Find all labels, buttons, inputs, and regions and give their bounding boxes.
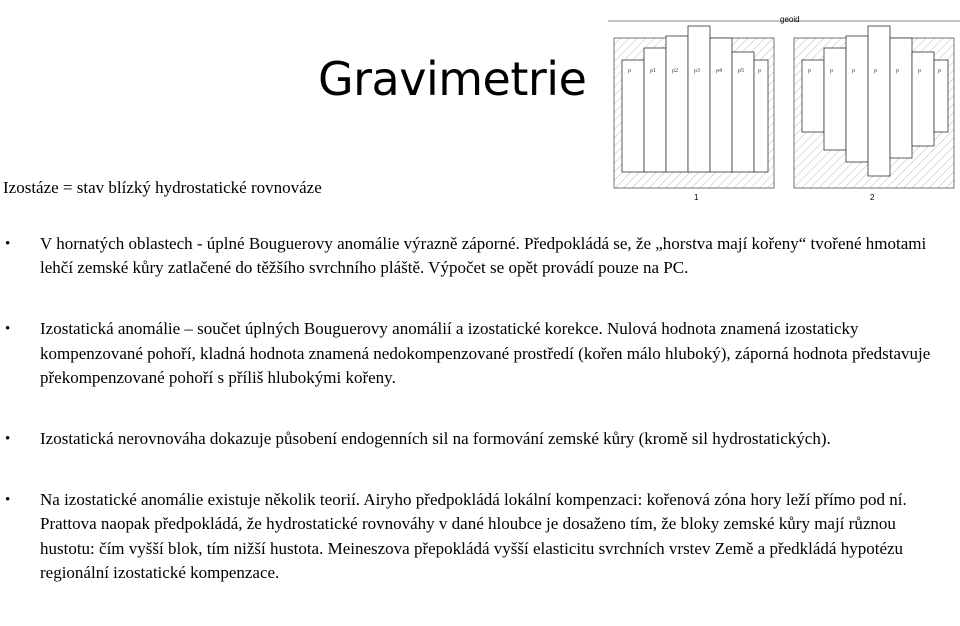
svg-text:ρ1: ρ1 bbox=[650, 68, 656, 74]
bullet-item bbox=[0, 427, 950, 451]
geoid-label: geoid bbox=[780, 15, 800, 24]
svg-text:ρ: ρ bbox=[830, 68, 833, 74]
slide-title: Gravimetrie bbox=[318, 52, 587, 106]
bullet-text: Izostatická anomálie – součet úplných Bouguerovy anomálií a izostatické korekce. Nulová hodnota znamená izostaticky kompenzované pohoří, kladná hodnota znamená nedokompenzované prostředí (kořen málo hluboký), záporná hodnota představuje překompenzované pohoří s příliš hlubokými kořeny. bbox=[40, 319, 931, 387]
svg-text:ρ4: ρ4 bbox=[716, 68, 722, 74]
bullet-text: Na izostatické anomálie existuje několik teorií. Airyho předpokládá lokální kompenzaci: kořenová zóna hory leží přímo pod ní. Prattova naopak předpokládá, že hydrostatické rovnováhy v dané hloubce je dosaženo tím, že bloky zemské kůry mají různou hustotu: čím vyšší blok, tím nižší hustota. Meineszova přepokládá vyšší elasticitu svrchních vrstev Země a předkládá hypotézu regionální izostatické kompenzace. bbox=[40, 490, 907, 582]
bullet-item bbox=[0, 488, 950, 585]
bullet-text: Izostatická nerovnováha dokazuje působení endogenních sil na formování zemské kůry (kromě sil hydrostatických). bbox=[40, 429, 831, 449]
svg-text:ρ5: ρ5 bbox=[738, 68, 744, 74]
bullet-item bbox=[0, 317, 950, 390]
bullet-icon: • bbox=[5, 321, 11, 338]
svg-text:ρ: ρ bbox=[896, 68, 899, 74]
intro-text: Izostáze = stav blízký hydrostatické rovnováze bbox=[3, 178, 322, 197]
panel-1-label: 1 bbox=[694, 193, 699, 202]
svg-text:ρ2: ρ2 bbox=[672, 68, 678, 74]
svg-text:ρ: ρ bbox=[628, 68, 631, 74]
bullet-item bbox=[0, 232, 950, 280]
panel-2-label: 2 bbox=[870, 193, 875, 202]
svg-text:ρ: ρ bbox=[852, 68, 855, 74]
svg-text:ρ: ρ bbox=[874, 68, 877, 74]
bullet-list bbox=[0, 232, 950, 585]
svg-text:ρ: ρ bbox=[758, 68, 761, 74]
bullet-text: V hornatých oblastech - úplné Bouguerovy anomálie výrazně záporné. Předpokládá se, že „horstva mají kořeny“ tvořené hmotami lehčí zemské kůry zatlačené do těžšího svrchního pláště. Výpočet se opět provádí pouze na PC. bbox=[40, 234, 927, 278]
svg-text:ρ: ρ bbox=[808, 68, 811, 74]
isostasy-figure bbox=[608, 8, 960, 208]
bullet-icon: • bbox=[5, 492, 11, 509]
pratt-panel bbox=[614, 26, 774, 202]
bullet-icon: • bbox=[5, 431, 11, 448]
airy-panel bbox=[794, 26, 954, 202]
bullet-icon: • bbox=[5, 236, 11, 252]
svg-text:ρ: ρ bbox=[938, 68, 941, 74]
svg-text:ρ: ρ bbox=[918, 68, 921, 74]
svg-text:ρ3: ρ3 bbox=[694, 68, 700, 74]
